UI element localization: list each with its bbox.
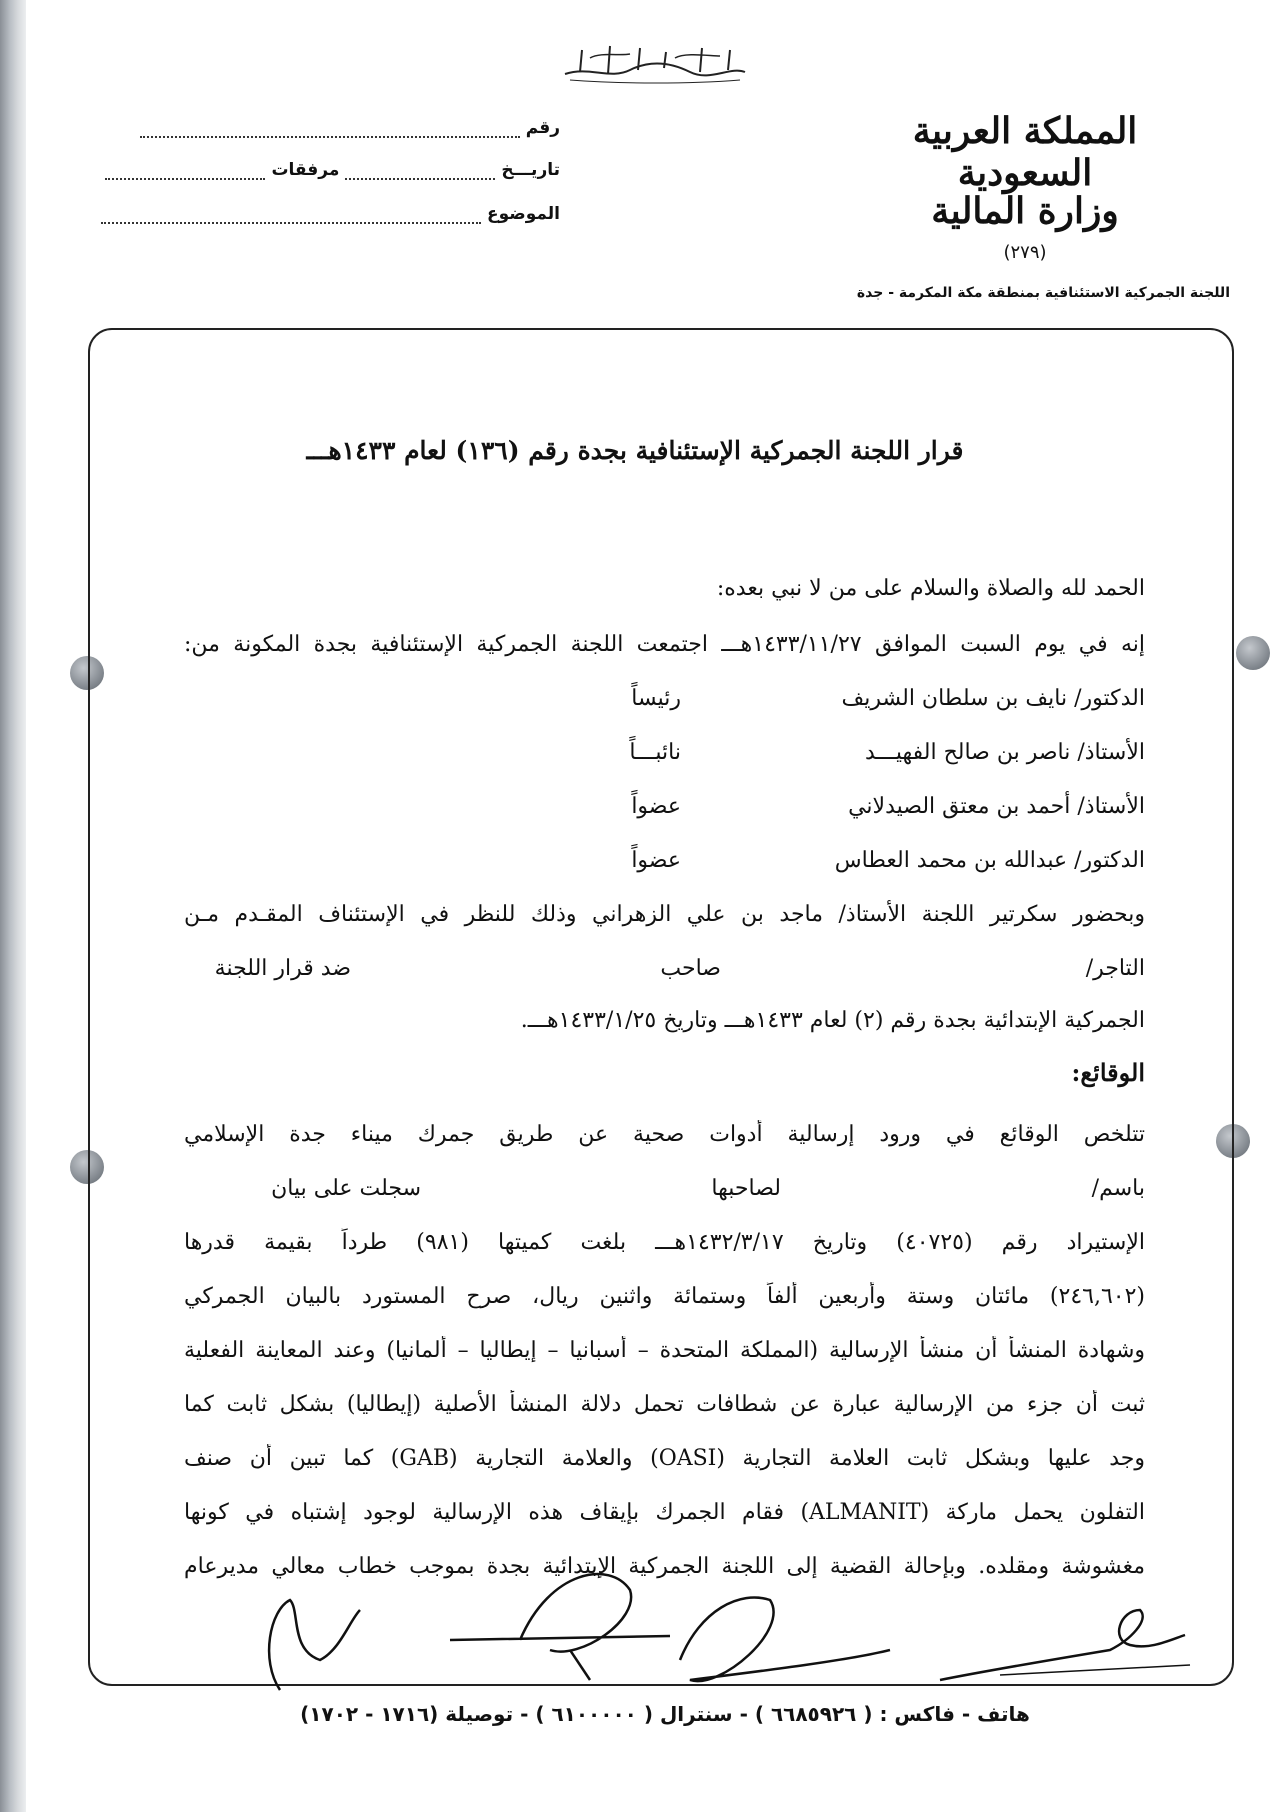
ministry-name: وزارة المالية (931, 190, 1119, 232)
attachments-label: مرفقات (271, 160, 340, 180)
member-role: رئيساً (631, 686, 681, 711)
contact-footer: هاتف - فاكس : ( ٦٦٨٥٩٢٦ ) - سنترال ( ٦١٠٠٠٠٠ ) - توصيلة (١٧١٦ - ١٧٠٢) (300, 1702, 1030, 1726)
number-blank (140, 128, 520, 138)
bismillah-calligraphy (560, 36, 750, 86)
facts-registered-label: سجلت على بيان (271, 1176, 421, 1201)
facts-line: مغشوشة ومقلده. وبإحالة القضية إلى اللجنة الجمركية الإبتدائية بجدة بموجب خطاب معالي مديرعام (184, 1554, 1145, 1579)
facts-heading: الوقائع: (1071, 1058, 1145, 1087)
signature (450, 1574, 670, 1680)
signatures (250, 1550, 1200, 1700)
date-label: تاريـــخ (501, 160, 560, 180)
subject-label: الموضوع (487, 204, 560, 224)
meeting-line: إنه في يوم السبت الموافق ١٤٣٣/١١/٢٧هـــ اجتمعت اللجنة الجمركية الإستئنافية بجدة المكونة من: (184, 632, 1145, 657)
member-name: الأستاذ/ أحمد بن معتق الصيدلاني (848, 794, 1145, 819)
facts-owner-label: لصاحبها (711, 1176, 781, 1201)
member-role: عضواً (631, 794, 681, 819)
opening-line: الحمد لله والصلاة والسلام على من لا نبي بعده: (716, 576, 1145, 601)
signature (940, 1610, 1185, 1680)
letterhead-number: (٢٧٩) (1003, 242, 1047, 263)
owner-label: صاحب (660, 956, 721, 981)
facts-line: التفلون يحمل ماركة (ALMANIT) فقام الجمرك بإيقاف هذه الإرسالية لوجود إشتباه في كونها (184, 1500, 1145, 1525)
binder-hole (1236, 636, 1270, 670)
subject-blank (101, 214, 481, 224)
secretary-line: وبحضور سكرتير اللجنة الأستاذ/ ماجد بن علي الزهراني وذلك للنظر في الإستئناف المقـدم مـن (184, 902, 1145, 927)
number-label: رقم (525, 118, 560, 138)
signature (269, 1600, 360, 1690)
member-name: الدكتور/ نايف بن سلطان الشريف (841, 686, 1145, 711)
decision-title: قرار اللجنة الجمركية الإستئنافية بجدة رقم (١٣٦) لعام ١٤٣٣هـــ (306, 436, 964, 465)
facts-line: وشهادة المنشأ أن منشأ الإرسالية (المملكة المتحدة – أسبانيا – إيطاليا – ألمانيا) وعند المعاينة الفعلية (184, 1338, 1145, 1363)
attachments-blank (105, 170, 265, 180)
date-blank (345, 170, 495, 180)
committee-name: اللجنة الجمركية الاستئنافية بمنطقة مكة المكرمة - جدة (856, 285, 1230, 301)
facts-line: وجد عليها وبشكل ثابت العلامة التجارية (OASI) والعلامة التجارية (GAB) كما تبين أن صنف (184, 1446, 1145, 1471)
letterhead (860, 110, 1190, 263)
primary-decision-line: الجمركية الإبتدائية بجدة رقم (٢) لعام ١٤٣٣هـــ وتاريخ ١٤٣٣/١/٢٥هـــ. (520, 1008, 1145, 1033)
facts-name-label: باسم/ (1091, 1176, 1145, 1201)
facts-line: (٢٤٦,٦٠٢) مائتان وستة وأربعين ألفاً وستمائة واثنين ريال، صرح المستورد بالبيان الجمركي (184, 1284, 1145, 1309)
scan-edge (0, 0, 26, 1812)
facts-line: الإستيراد رقم (٤٠٧٢٥) وتاريخ ١٤٣٢/٣/١٧هـــ بلغت كميتها (٩٨١) طرداً بقيمة قدرها (184, 1230, 1145, 1255)
member-role: نائبـــاً (629, 740, 681, 765)
facts-line: تتلخص الوقائع في ورود إرسالية أدوات صحية عن طريق جمرك ميناء جدة الإسلامي (184, 1122, 1145, 1147)
signature (680, 1598, 890, 1682)
signature (1000, 1665, 1190, 1675)
against-label: ضد قرار اللجنة (214, 956, 351, 981)
member-role: عضواً (631, 848, 681, 873)
merchant-label: التاجر/ (1085, 956, 1145, 981)
member-name: الدكتور/ عبدالله بن محمد العطاس (834, 848, 1145, 873)
date-field (99, 150, 560, 180)
subject-field (95, 194, 560, 224)
facts-line: ثبت أن جزء من الإرسالية عبارة عن شطافات تحمل دلالة المنشأ الأصلية (إيطاليا) بشكل ثابت كما (184, 1392, 1145, 1417)
number-field (134, 108, 560, 138)
kingdom-name: المملكة العربية السعودية (912, 110, 1138, 194)
member-name: الأستاذ/ ناصر بن صالح الفهيـــد (864, 740, 1145, 765)
